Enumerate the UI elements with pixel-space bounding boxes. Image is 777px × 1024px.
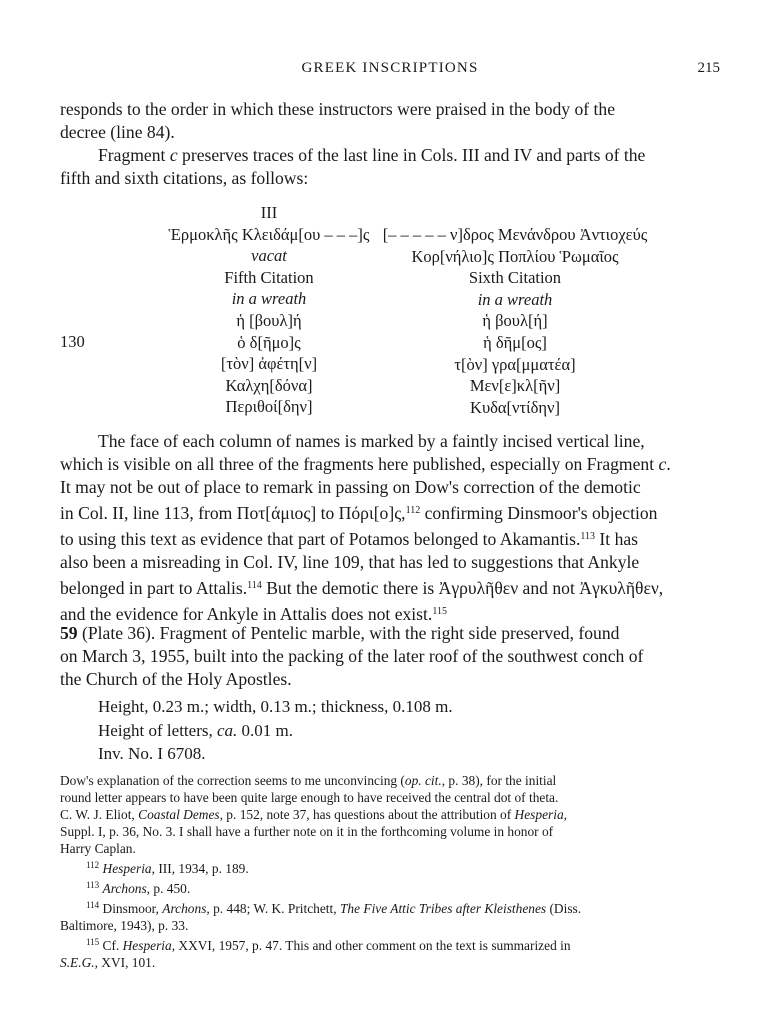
text-line: to using this text as evidence that part of Potamos belonged to Akamantis.$^{113}$ It has [60,529,639,549]
footnote-115: $^{115}$ Cf. Hesperia, XXVI, 1957, p. 47. This and other comment on the text is summarized in [86,937,571,953]
footnote-continuation: Dow's explanation of the correction seems to me unconvincing (op. cit., p. 38), for the initial [60,773,557,788]
text-line: belonged in part to Attalis.$^{114}$ But the demotic there is Ἀγρυλῆθεν and not Ἀγκυλῆθεν, [60,578,664,598]
inventory-number: Inv. No. I 6708. [98,744,206,763]
text-line: the Church of the Holy Apostles. [60,669,292,689]
footnotes [60,772,722,971]
paragraph-continuation [60,98,722,144]
footnote-115-continuation: S.E.G., XVI, 101. [60,955,156,970]
text-line: It may not be out of place to remark in passing on Dow's correction of the demotic [60,477,641,497]
inscription-line: Μεν[ε]κλ[ῆν] [469,376,561,396]
footnote-continuation: round letter appears to have been quite large enough to have received the central dot of theta. [60,790,559,805]
inscription-line: Περιθοί[δην] [225,397,313,417]
page-number: 215 [697,60,720,76]
inscription-column-right [380,224,650,418]
footnote-ref: 115 [432,606,447,617]
line-number: 130 [60,332,85,351]
page-header [60,60,720,84]
paragraph-fragment-c [60,144,722,190]
footnote-continuation: Suppl. I, p. 36, No. 3. I shall have a further note on it in the forthcoming volume in honor of [60,824,554,839]
text-line: Fragment c preserves traces of the last line in Cols. III and IV and parts of the [98,145,646,165]
footnote-ref: 113 [580,531,596,542]
letter-height: Height of letters, ca. 0.01 m. [98,720,293,740]
footnote-continuation: Harry Caplan. [60,841,136,856]
inscription-line: [τὸν] ἀφέτη[ν] [220,354,318,374]
entry-59 [60,622,722,691]
footnote-ref: 114 [247,580,262,591]
text-line: and the evidence for Ankyle in Attalis does not exist.$^{115}$ [60,604,447,624]
text-line: responds to the order in which these instructors were praised in the body of the [60,99,616,119]
inscription-line: Καλχη[δόνα] [225,375,313,395]
paragraph-incised-line [60,430,722,626]
footnote-continuation: C. W. J. Eliot, Coastal Demes, p. 152, note 37, has questions about the attribution of Hesperia, [60,807,567,822]
text-line: decree (line 84). [60,122,175,142]
running-title: GREEK INSCRIPTIONS [301,60,479,76]
inscription-line: ἡ δῆμ[ος] [483,332,547,352]
citation-heading: Fifth Citation [224,267,314,287]
text-line: 59 (Plate 36). Fragment of Pentelic marble, with the right side preserved, found [60,623,620,643]
inscription-line: ἡ [βουλ]ή [236,310,302,330]
text-line: The face of each column of names is marked by a faintly incised vertical line, [98,431,645,451]
inscription-line: Ἑρμοκλῆς Κλειδάμ[ου – – –]ς [168,224,370,244]
text-line: which is visible on all three of the fragments here published, especially on Fragment c. [60,454,671,474]
footnote-ref: 112 [405,505,421,516]
dimensions: Height, 0.23 m.; width, 0.13 m.; thickness, 0.108 m. [98,697,453,716]
column-label: III [260,203,278,222]
inscription-line: τ[ὸν] γρα[μματέα] [454,354,576,374]
inscription-line: vacat [251,246,287,266]
text-line: in Col. II, line 113, from Ποτ[άμιος] to Πόρι[ο]ς,$^{112}$ confirming Dinsmoor's objection [60,503,658,523]
inscription-line: [– – – – – ν]δρος Μενάνδρου Ἀντιοχεύς [382,225,648,244]
inscription-column-left [160,202,378,418]
footnote-114: $^{114}$ Dinsmoor, Archons, p. 448; W. K. Pritchett, The Five Attic Tribes after Kleisthenes (Diss. [86,900,582,916]
footnote-112: $^{112}$ Hesperia, III, 1934, p. 189. [86,860,249,876]
inscription-line: Κορ[νήλιο]ς Ποπλίου Ῥωμαῖος [411,246,619,266]
inscription-line: ὁ δ[ῆμο]ς [237,332,301,352]
inscription-line: Κυδα[ντίδην] [470,397,560,417]
footnote-114-continuation: Baltimore, 1943), p. 33. [60,918,189,933]
inscription-line: in a wreath [477,289,553,309]
text-line: also been a misreading in Col. IV, line 109, that has led to suggestions that Ankyle [60,552,640,572]
inscription-line: in a wreath [231,289,307,309]
specifications [98,695,453,766]
inscription-line: ἡ βουλ[ή] [482,311,548,331]
text-line: on March 3, 1955, built into the packing of the later roof of the southwest conch of [60,646,644,666]
text-line: fifth and sixth citations, as follows: [60,168,309,188]
footnote-113: $^{113}$ Archons, p. 450. [86,880,191,896]
entry-number: 59 [60,623,78,643]
citation-heading: Sixth Citation [468,268,562,288]
